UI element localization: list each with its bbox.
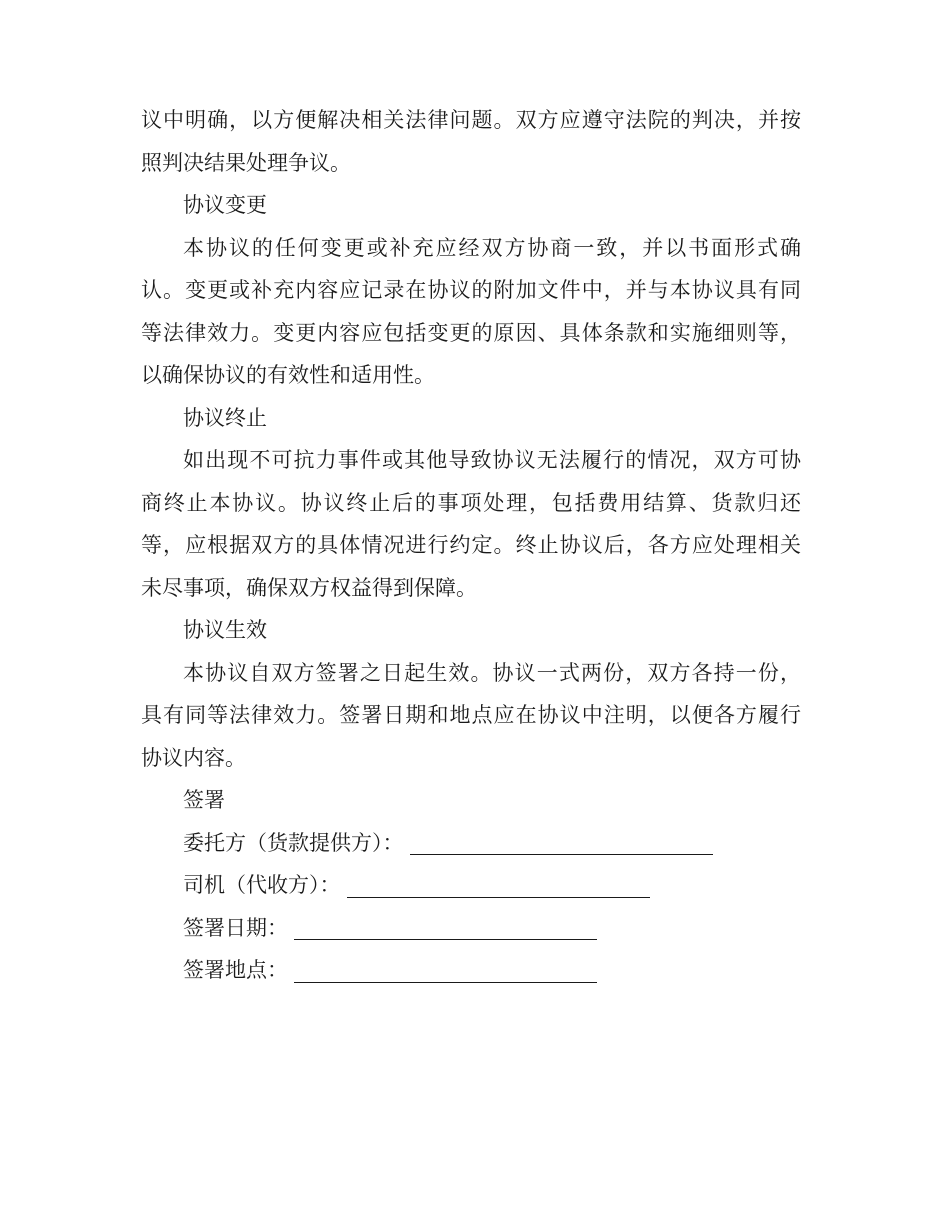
section-heading-effect: 协议生效	[183, 618, 267, 642]
paragraph-text: 未尽事项，确保双方权益得到保障。	[141, 575, 477, 600]
signature-blank-line[interactable]	[294, 952, 597, 983]
section-heading-signature: 签署	[183, 788, 225, 812]
paragraph-line	[141, 482, 801, 525]
paragraph-line	[141, 737, 801, 780]
document-body	[141, 99, 801, 992]
signature-blank-line[interactable]	[294, 909, 597, 940]
paragraph-text: 商终止本协议。协议终止后的事项处理，包括费用结算、货款归还	[141, 490, 801, 515]
paragraph-line	[141, 99, 801, 142]
paragraph-line	[141, 354, 801, 397]
paragraph-text: 等，应根据双方的具体情况进行约定。终止协议后，各方应处理相关	[141, 533, 801, 557]
signature-blank-line[interactable]	[410, 824, 713, 855]
paragraph-line	[141, 439, 801, 482]
paragraph-line	[141, 227, 801, 270]
paragraph-text: 以确保协议的有效性和适用性。	[141, 363, 435, 387]
paragraph-line	[141, 694, 801, 737]
signature-row-place	[141, 949, 801, 992]
paragraph-text: 照判决结果处理争议。	[141, 150, 351, 175]
signature-row-principal	[141, 822, 801, 865]
paragraph-line	[141, 524, 801, 567]
signature-blank-line[interactable]	[347, 867, 650, 898]
paragraph-text: 协议内容。	[141, 745, 246, 770]
paragraph-text: 本协议的任何变更或补充应经双方协商一致，并以书面形式确	[183, 235, 801, 260]
paragraph-line	[141, 269, 801, 312]
signature-row-date	[141, 907, 801, 950]
paragraph-line	[141, 567, 801, 610]
paragraph-line	[141, 652, 801, 695]
paragraph-text: 本协议自双方签署之日起生效。协议一式两份，双方各持一份，	[183, 660, 801, 685]
paragraph-text: 议中明确，以方便解决相关法律问题。双方应遵守法院的判决，并按	[141, 108, 801, 132]
signature-label: 委托方（货款提供方）：	[183, 830, 404, 855]
paragraph-line	[141, 312, 801, 355]
section-heading-termination: 协议终止	[183, 405, 267, 430]
paragraph-text: 认。变更或补充内容应记录在协议的附加文件中，并与本协议具有同	[141, 278, 801, 302]
paragraph-line	[141, 142, 801, 185]
signature-label: 司机（代收方）：	[183, 873, 341, 897]
paragraph-text: 具有同等法律效力。签署日期和地点应在协议中注明，以便各方履行	[141, 703, 801, 727]
paragraph-text: 如出现不可抗力事件或其他导致协议无法履行的情况，双方可协	[183, 448, 801, 472]
section-heading-amendment: 协议变更	[183, 193, 267, 217]
signature-label: 签署地点：	[183, 958, 288, 982]
signature-label: 签署日期：	[183, 915, 288, 940]
paragraph-text: 等法律效力。变更内容应包括变更的原因、具体条款和实施细则等，	[141, 320, 801, 345]
signature-row-driver	[141, 864, 801, 907]
